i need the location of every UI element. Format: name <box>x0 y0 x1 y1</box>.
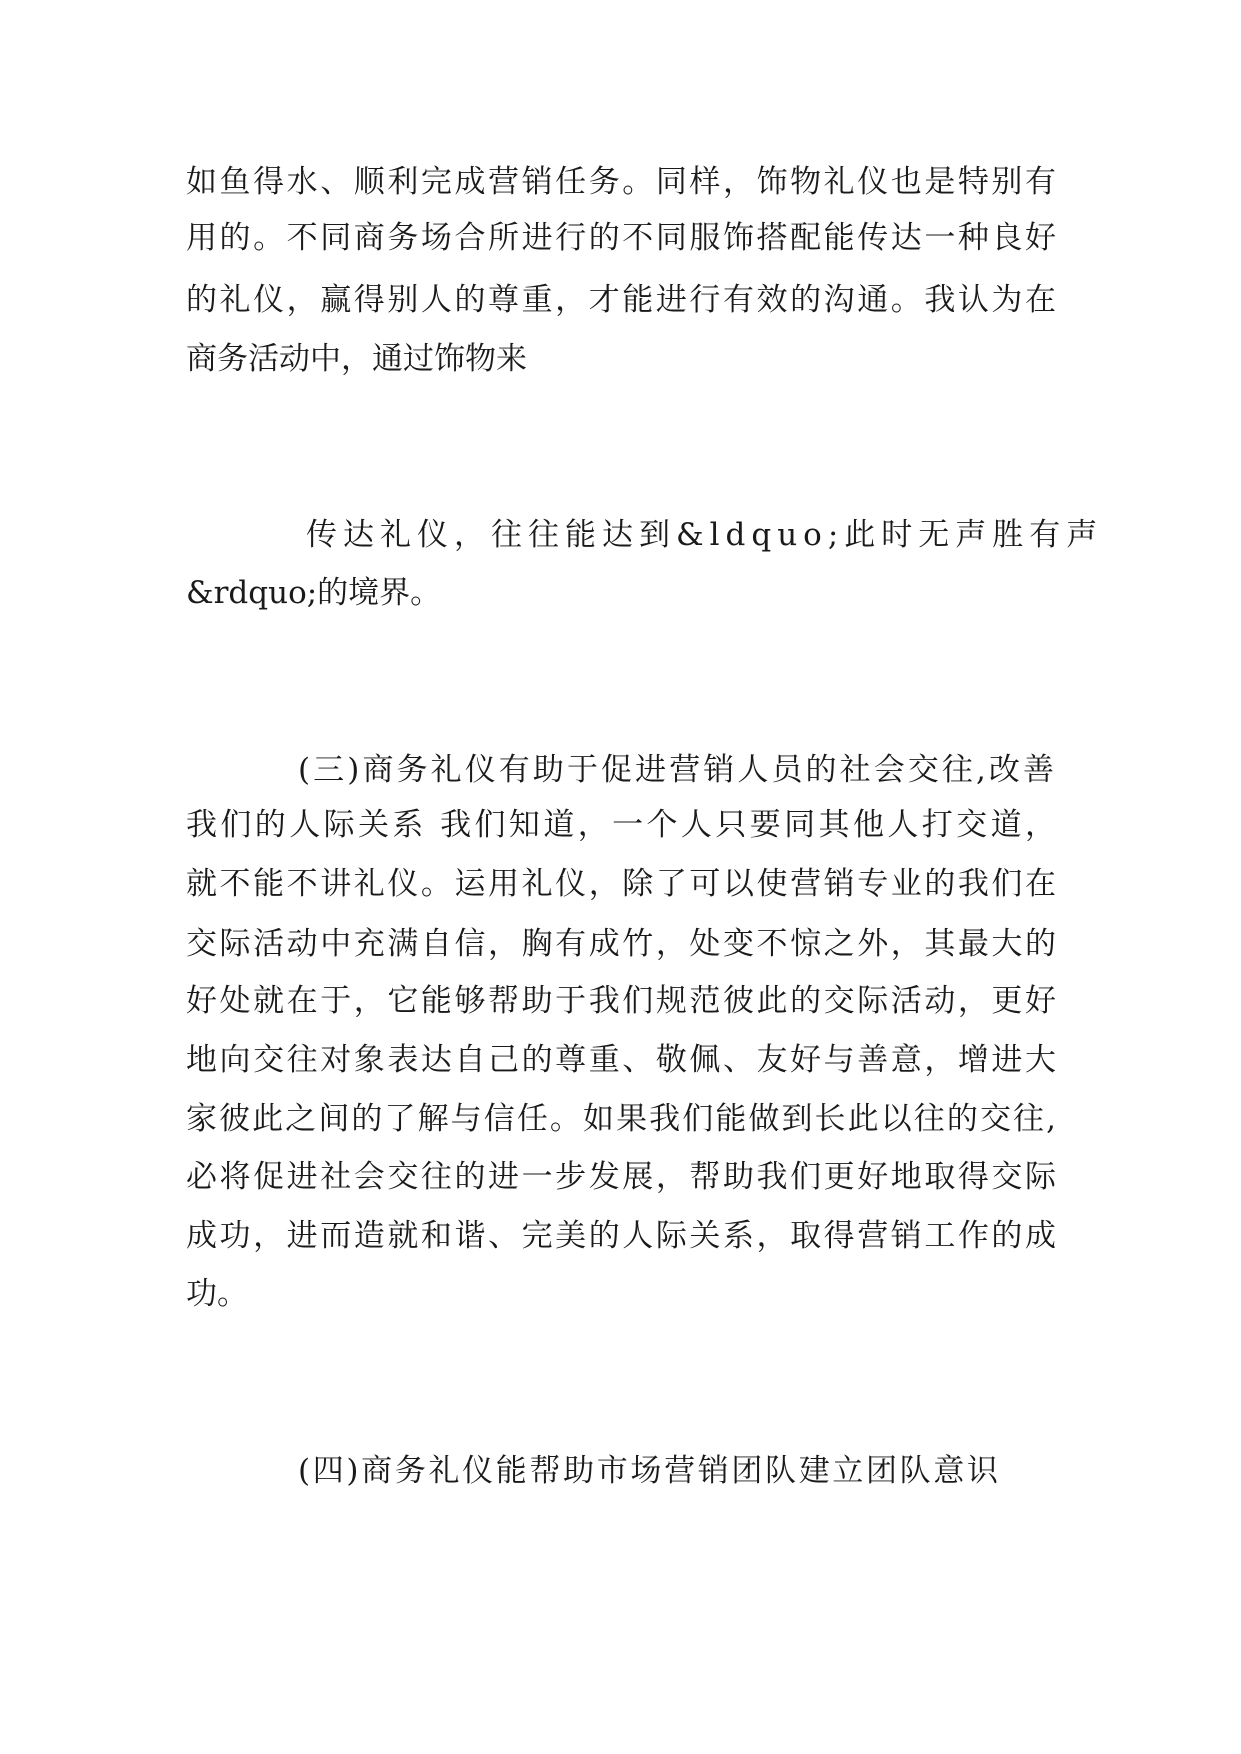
paragraph-line: 功。 <box>186 1276 248 1312</box>
paragraph-line: 交际活动中充满自信，胸有成竹，处变不惊之外，其最大的 <box>186 926 1056 962</box>
section-heading: (四)商务礼仪能帮助市场营销团队建立团队意识 <box>298 1453 998 1489</box>
paragraph-line: 传达礼仪，往往能达到&ldquo;此时无声胜有声 <box>306 517 1104 553</box>
paragraph-line: 成功，进而造就和谐、完美的人际关系，取得营销工作的成 <box>186 1218 1056 1254</box>
paragraph-line: &rdquo;的境界。 <box>186 575 442 611</box>
paragraph-line: 好处就在于，它能够帮助于我们规范彼此的交际活动，更好 <box>186 983 1056 1019</box>
paragraph-line: 的礼仪，赢得别人的尊重，才能进行有效的沟通。我认为在 <box>186 282 1056 318</box>
paragraph-line: 我们的人际关系 我们知道，一个人只要同其他人打交道， <box>186 807 1056 843</box>
paragraph-line: 就不能不讲礼仪。运用礼仪，除了可以使营销专业的我们在 <box>186 866 1056 902</box>
paragraph-line: 家彼此之间的了解与信任。如果我们能做到长此以往的交往, <box>186 1101 1056 1137</box>
paragraph-line: 商务活动中，通过饰物来 <box>186 341 527 377</box>
section-heading: (三)商务礼仪有助于促进营销人员的社会交往,改善 <box>298 752 1054 788</box>
paragraph-line: 必将促进社会交往的进一步发展，帮助我们更好地取得交际 <box>186 1159 1056 1195</box>
paragraph-line: 如鱼得水、顺利完成营销任务。同样，饰物礼仪也是特别有 <box>186 164 1056 200</box>
paragraph-line: 地向交往对象表达自己的尊重、敬佩、友好与善意，增进大 <box>186 1042 1056 1078</box>
paragraph-line: 用的。不同商务场合所进行的不同服饰搭配能传达一种良好 <box>186 220 1056 256</box>
